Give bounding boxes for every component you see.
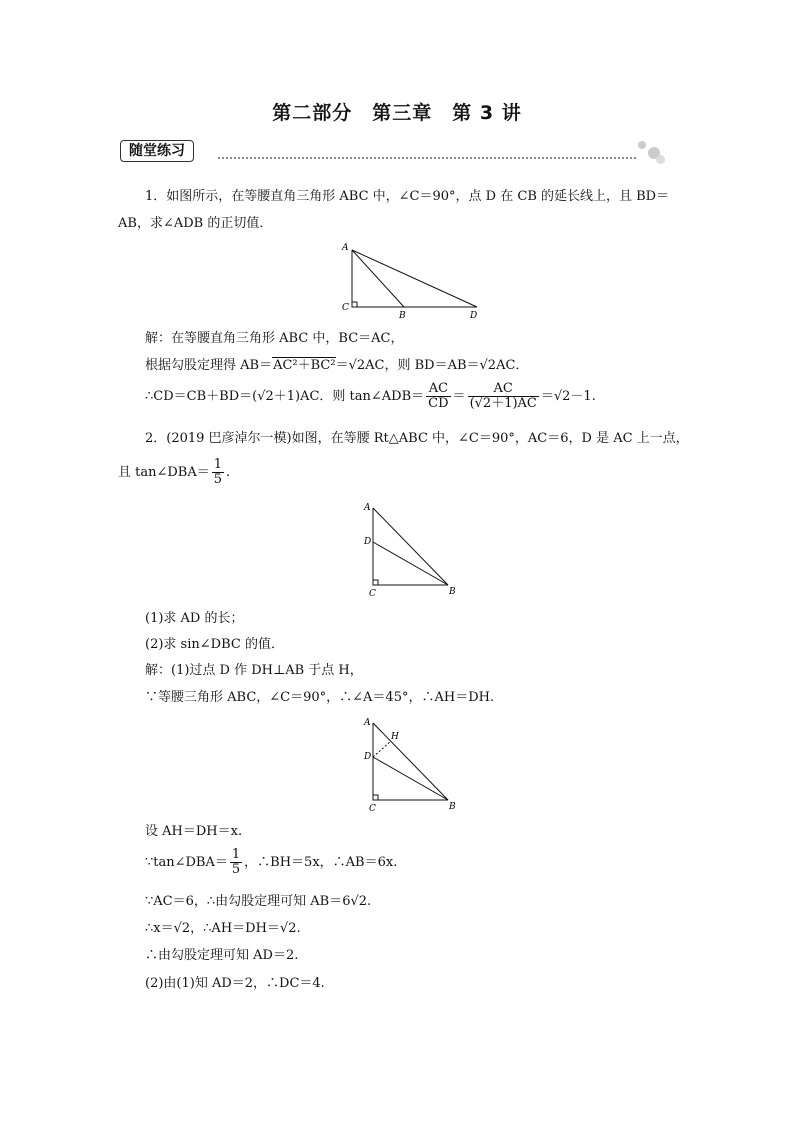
label-c: C (369, 589, 376, 599)
problem1-figure (338, 238, 488, 323)
section-divider (218, 157, 636, 159)
problem2-solution-line5: ∵AC＝6，∴由勾股定理可知 AB＝6√2. (145, 894, 372, 909)
section-header (118, 139, 666, 165)
problem2-solution-line2: ∵等腰三角形 ABC，∠C＝90°，∴∠A＝45°，∴AH＝DH. (145, 690, 495, 705)
problem2-solution-line7: ∴由勾股定理可知 AD＝2. (145, 948, 299, 963)
problem1-statement-line1: 1．如图所示，在等腰直角三角形 ABC 中，∠C＝90°，点 D 在 CB 的延长线上，且 BD＝ (145, 189, 670, 204)
problem2-solution-line6: ∴x＝√2，∴AH＝DH＝√2. (145, 921, 301, 936)
problem2-statement-line2: 且 tan∠DBA＝ $\frac{1}{5}$ . (118, 457, 231, 487)
problem2-question2: (2)求 sin∠DBC 的值． (145, 637, 284, 652)
problem2-solution-line3: 设 AH＝DH＝x. (145, 824, 243, 839)
problem2-statement-line1: 2．(2019 巴彦淖尔一模)如图，在等腰 Rt△ABC 中，∠C＝90°，AC＝6，D 是 AC 上一点， (145, 431, 689, 446)
right-angle-mark (373, 580, 378, 585)
problem2-solution-line1: 解：(1)过点 D 作 DH⊥AB 于点 H， (145, 663, 363, 678)
fraction: $\frac{AC}{(√2+1)AC}$ (469, 381, 537, 411)
problem2-solution-line4: ∵tan∠DBA＝ $\frac{1}{5}$ ，∴BH＝5x，∴AB＝6x. (145, 847, 398, 877)
label-a: A (342, 243, 349, 253)
label-b: B (449, 802, 456, 812)
fraction: $\frac{AC}{CD}$ (428, 381, 449, 411)
segment-ab (352, 250, 404, 307)
label-c: C (342, 303, 349, 313)
decoration-dot (638, 141, 646, 149)
label-d: D (364, 752, 372, 762)
problem2-figure (360, 500, 465, 600)
section-label: 随堂练习 (120, 140, 194, 162)
sqrt-expression: AC²＋BC² (273, 358, 336, 373)
segment-db (373, 542, 448, 585)
segment-ab (373, 508, 448, 585)
label-d: D (470, 311, 478, 321)
decoration-dot (656, 155, 665, 164)
right-angle-mark (373, 795, 378, 800)
problem1-statement-line2: AB，求∠ADB 的正切值． (118, 216, 273, 231)
label-b: B (449, 587, 456, 597)
segment-dh (373, 741, 391, 757)
segment-db (373, 757, 448, 800)
problem2-solution-line8: (2)由(1)知 AD＝2，∴DC＝4. (145, 976, 325, 991)
label-c: C (369, 804, 376, 814)
label-b: B (399, 311, 406, 321)
page-title: 第二部分 第三章 第 3 讲 (272, 102, 522, 124)
fraction: $\frac{1}{5}$ (231, 847, 241, 877)
problem2-question1: (1)求 AD 的长； (145, 611, 244, 626)
label-a: A (364, 503, 371, 513)
right-angle-mark (352, 302, 357, 307)
label-h: H (391, 732, 399, 742)
label-a: A (364, 718, 371, 728)
segment-ab (373, 723, 448, 800)
problem1-solution-line1: 解：在等腰直角三角形 ABC 中，BC＝AC， (145, 331, 404, 346)
problem1-solution-line2: 根据勾股定理得 AB＝AC²＋BC²＝√2AC，则 BD＝AB＝√2AC． (145, 358, 529, 373)
fraction: $\frac{1}{5}$ (213, 457, 223, 487)
label-d: D (364, 537, 372, 547)
problem2-figure-with-h (360, 715, 465, 815)
segment-ad (352, 250, 477, 307)
problem1-solution-line3: ∴CD＝CB＋BD＝(√2＋1)AC．则 tan∠ADB＝ $\frac{AC}{CD}$ ＝ $\frac{AC}{(√2+1)AC}$ ＝√2－1. (145, 381, 596, 411)
